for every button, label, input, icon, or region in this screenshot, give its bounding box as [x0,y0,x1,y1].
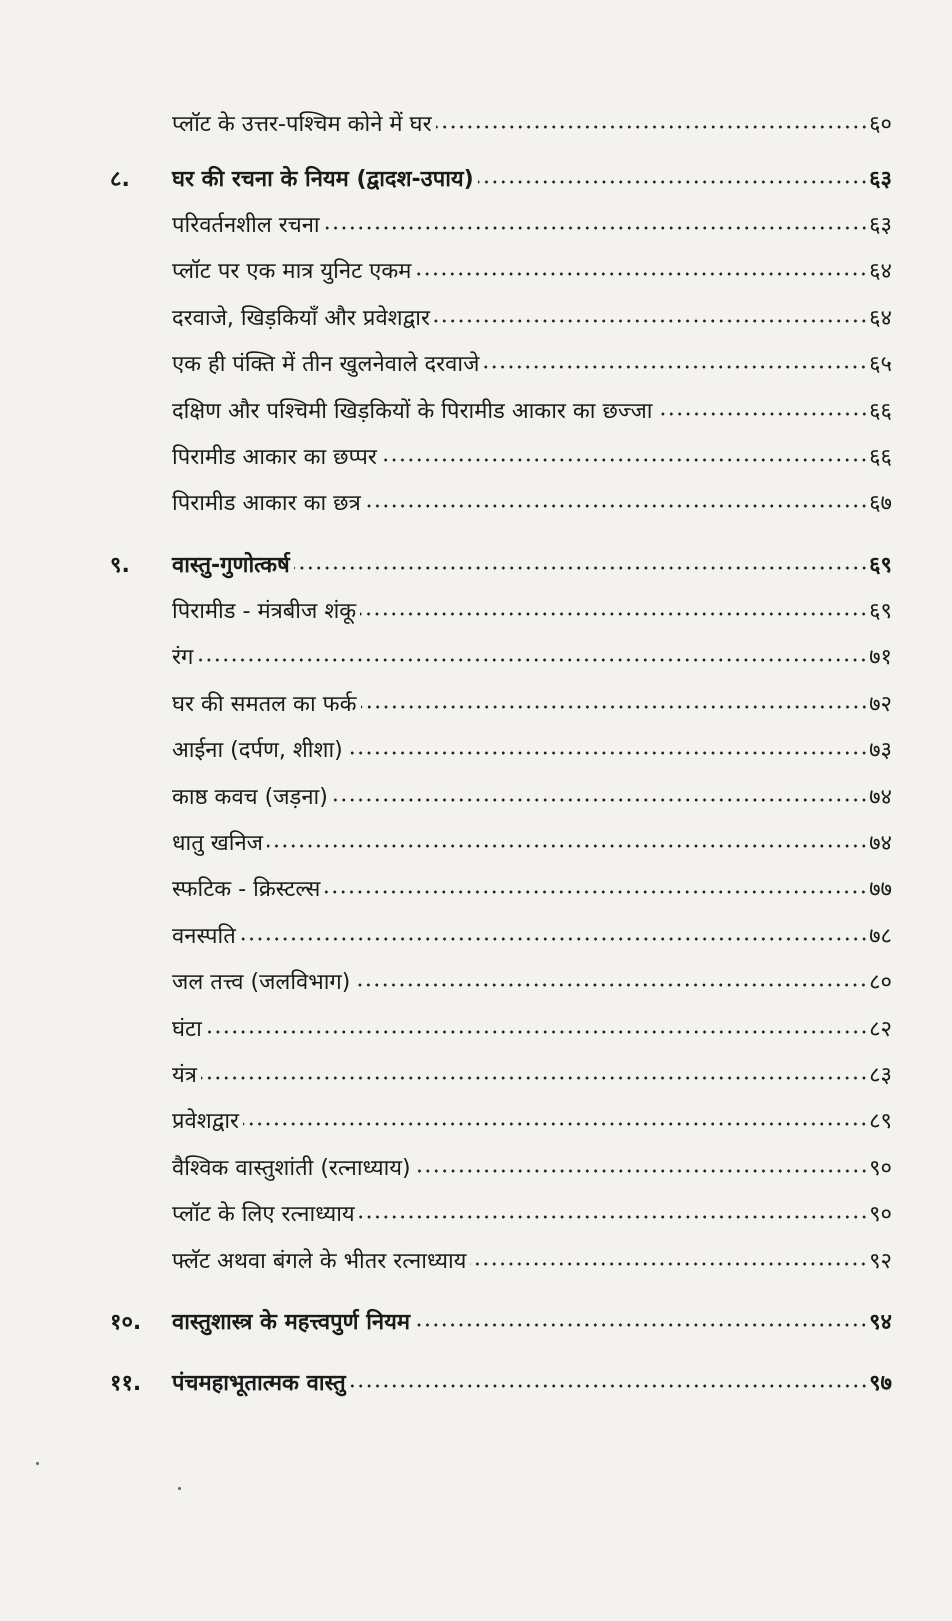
page-number: ९२ [869,1248,892,1274]
page-number: ६६ [869,444,892,470]
toc-entry-title: प्रवेशद्वार [172,1109,240,1135]
toc-entry-title: पिरामीड आकार का छत्र [172,491,361,517]
dot-leader [414,1322,868,1328]
toc-entry-title: दक्षिण और पश्चिमी खिड़कियों के पिरामीड आकार का छज्जा [172,398,653,424]
page-number: ७४ [869,831,892,857]
toc-row [0,772,952,818]
toc-row [0,433,952,479]
toc-row [0,479,952,525]
toc-entry-title: प्लॉट के उत्तर-पश्चिम कोने में घर [172,112,432,138]
toc-row [0,1190,952,1236]
page-number: ९४ [869,1309,892,1335]
toc-row [0,958,952,1004]
dot-leader [365,503,868,509]
chapter-number: ९. [110,552,130,578]
dot-leader [294,565,868,571]
scan-speck [36,1462,39,1465]
page-number: ७८ [869,923,892,949]
toc-row [0,340,952,386]
page-number: ६४ [869,305,892,331]
toc-row [0,587,952,633]
dot-leader [267,843,868,849]
toc-row [0,1144,952,1190]
toc-row [0,1097,952,1143]
toc-entry-title: स्फटिक - क्रिस्टल्स [172,877,321,903]
dot-leader [657,411,868,417]
toc-entry-title: काष्ठ कवच (जड़ना) [172,784,328,810]
toc-entry-title: एक ही पंक्ति में तीन खुलनेवाले दरवाजे [172,352,480,378]
dot-leader [415,271,868,277]
toc-entry-title: वास्तुशास्त्र के महत्त्वपुर्ण नियम [172,1309,411,1335]
dot-leader [361,704,868,710]
page-number: ७३ [869,738,892,764]
toc-row [0,247,952,293]
toc-entry-title: पिरामीड - मंत्रबीज शंकू [172,599,357,625]
toc-row [0,1236,952,1282]
table-of-contents [0,100,952,1406]
page-number: ८३ [869,1063,892,1088]
dot-leader [483,364,868,370]
page-number: ९७ [869,1371,892,1397]
toc-row [0,865,952,911]
page-number: ९० [869,1155,892,1181]
toc-row [0,726,952,772]
dot-leader [324,225,868,231]
page-number: ७१ [869,645,892,671]
toc-chapter-row [0,1359,952,1405]
toc-entry-title: घर की समतल का फर्क [172,691,357,717]
dot-leader [350,1383,868,1389]
toc-chapter-row [0,154,952,200]
toc-entry-title: आईना (दर्पण, शीशा) [172,738,343,764]
dot-leader [240,936,868,942]
dot-leader [436,124,868,130]
dot-leader [415,1168,868,1174]
page-number: ७२ [869,691,892,717]
page-number: ६५ [869,352,892,378]
dot-leader [206,1029,868,1035]
toc-entry-title: पिरामीड आकार का छप्पर [172,444,377,470]
toc-entry-title: धातु खनिज [172,831,263,857]
toc-entry-title: रंग [172,645,194,671]
toc-entry-title: वैश्विक वास्तुशांती (रत्नाध्याय) [172,1155,411,1181]
toc-entry-title: प्लॉट पर एक मात्र युनिट एकम [172,259,412,285]
toc-chapter-row [0,1298,952,1344]
toc-entry-title: फ्लॅट अथवा बंगले के भीतर रत्नाध्याय [172,1248,467,1274]
toc-entry-title: जल तत्त्व (जलविभाग) [172,970,351,996]
dot-leader [243,1121,868,1127]
dot-leader [381,457,868,463]
page-number: ६९ [869,599,892,625]
page-number: ६७ [869,491,892,517]
page-number: ६६ [869,398,892,424]
chapter-number: ११. [110,1371,142,1397]
dot-leader [354,982,868,988]
toc-entry-title: घंटा [172,1016,202,1042]
toc-row [0,1004,952,1050]
page-number: ६० [869,112,892,138]
scan-speck [178,1487,181,1490]
page-number: ८० [869,970,892,996]
chapter-number: ८. [110,166,130,192]
dot-leader [360,611,868,617]
chapter-number: १०. [110,1309,142,1335]
page-number: ७४ [869,784,892,810]
page-number: ६३ [869,166,892,192]
toc-entry-title: प्लॉट के लिए रत्नाध्याय [172,1202,355,1228]
toc-row [0,386,952,432]
toc-row [0,633,952,679]
page-number: ७७ [869,877,892,903]
dot-leader [359,1214,868,1220]
toc-entry-title: पंचमहाभूतात्मक वास्तु [172,1371,346,1397]
page-number: ६९ [869,552,892,578]
toc-entry-title: परिवर्तनशील रचना [172,212,320,238]
dot-leader [347,750,868,756]
page-number: ८२ [869,1016,892,1042]
toc-chapter-row [0,541,952,587]
dot-leader [434,318,868,324]
toc-entry-title: वनस्पति [172,923,236,949]
toc-entry-title: घर की रचना के नियम (द्वादश-उपाय) [172,166,474,192]
toc-row [0,201,952,247]
dot-leader [201,1075,868,1081]
toc-row [0,294,952,340]
toc-row [0,680,952,726]
page-number: ८९ [869,1109,892,1135]
toc-entry-title: वास्तु-गुणोत्कर्ष [172,552,290,578]
dot-leader [197,657,868,663]
page-number: ६४ [869,259,892,285]
dot-leader [470,1261,868,1267]
toc-entry-title: यंत्र [172,1063,197,1088]
toc-entry-title: दरवाजे, खिड़कियाँ और प्रवेशद्वार [172,305,430,331]
toc-row [0,819,952,865]
toc-row [0,912,952,958]
dot-leader [332,797,868,803]
toc-row [0,1051,952,1097]
dot-leader [478,179,868,185]
page-number: ९० [869,1202,892,1228]
dot-leader [324,889,868,895]
toc-row [0,100,952,146]
page-number: ६३ [869,212,892,238]
